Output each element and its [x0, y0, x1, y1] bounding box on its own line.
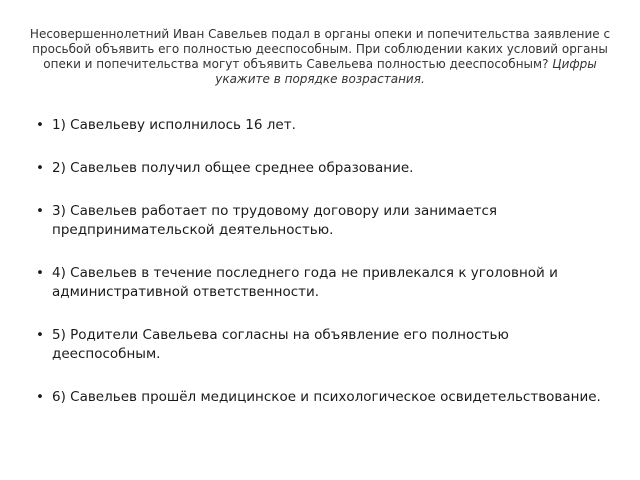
answer-option-text: 6) Савельев прошёл медицинское и психологическое освидетельствование. [52, 389, 601, 405]
answer-option-text: 4) Савельев в течение последнего года не привлекался к уголовной и административной ответственности. [52, 265, 558, 300]
answer-options-list [36, 116, 606, 431]
bullet-icon: • [36, 160, 44, 176]
answer-option-text: 3) Савельев работает по трудовому договору или занимается предпринимательской деятельностью. [52, 203, 498, 238]
answer-option-text: 2) Савельев получил общее среднее образование. [52, 160, 414, 176]
answer-option-4 [36, 264, 606, 302]
question-text [28, 27, 612, 87]
question-body: Несовершеннолетний Иван Савельев подал в органы опеки и попечительства заявление с просьбой объявить его полностью дееспособным. При соблюдении каких условий органы опеки и попечительства могут объявить Савельева полностью дееспособным? [29, 27, 611, 71]
question-instruction: Цифры укажите в порядке возрастания. [215, 57, 597, 86]
bullet-icon: • [36, 265, 44, 281]
bullet-icon: • [36, 327, 44, 343]
answer-option-text: 1) Савельеву исполнилось 16 лет. [52, 117, 296, 133]
bullet-icon: • [36, 203, 44, 219]
answer-option-1 [36, 116, 606, 135]
bullet-icon: • [36, 389, 44, 405]
answer-option-text: 5) Родители Савельева согласны на объявление его полностью дееспособным. [52, 327, 509, 362]
answer-option-2 [36, 159, 606, 178]
answer-option-5 [36, 326, 606, 364]
answer-option-6 [36, 388, 606, 407]
answer-option-3 [36, 202, 606, 240]
bullet-icon: • [36, 117, 44, 133]
